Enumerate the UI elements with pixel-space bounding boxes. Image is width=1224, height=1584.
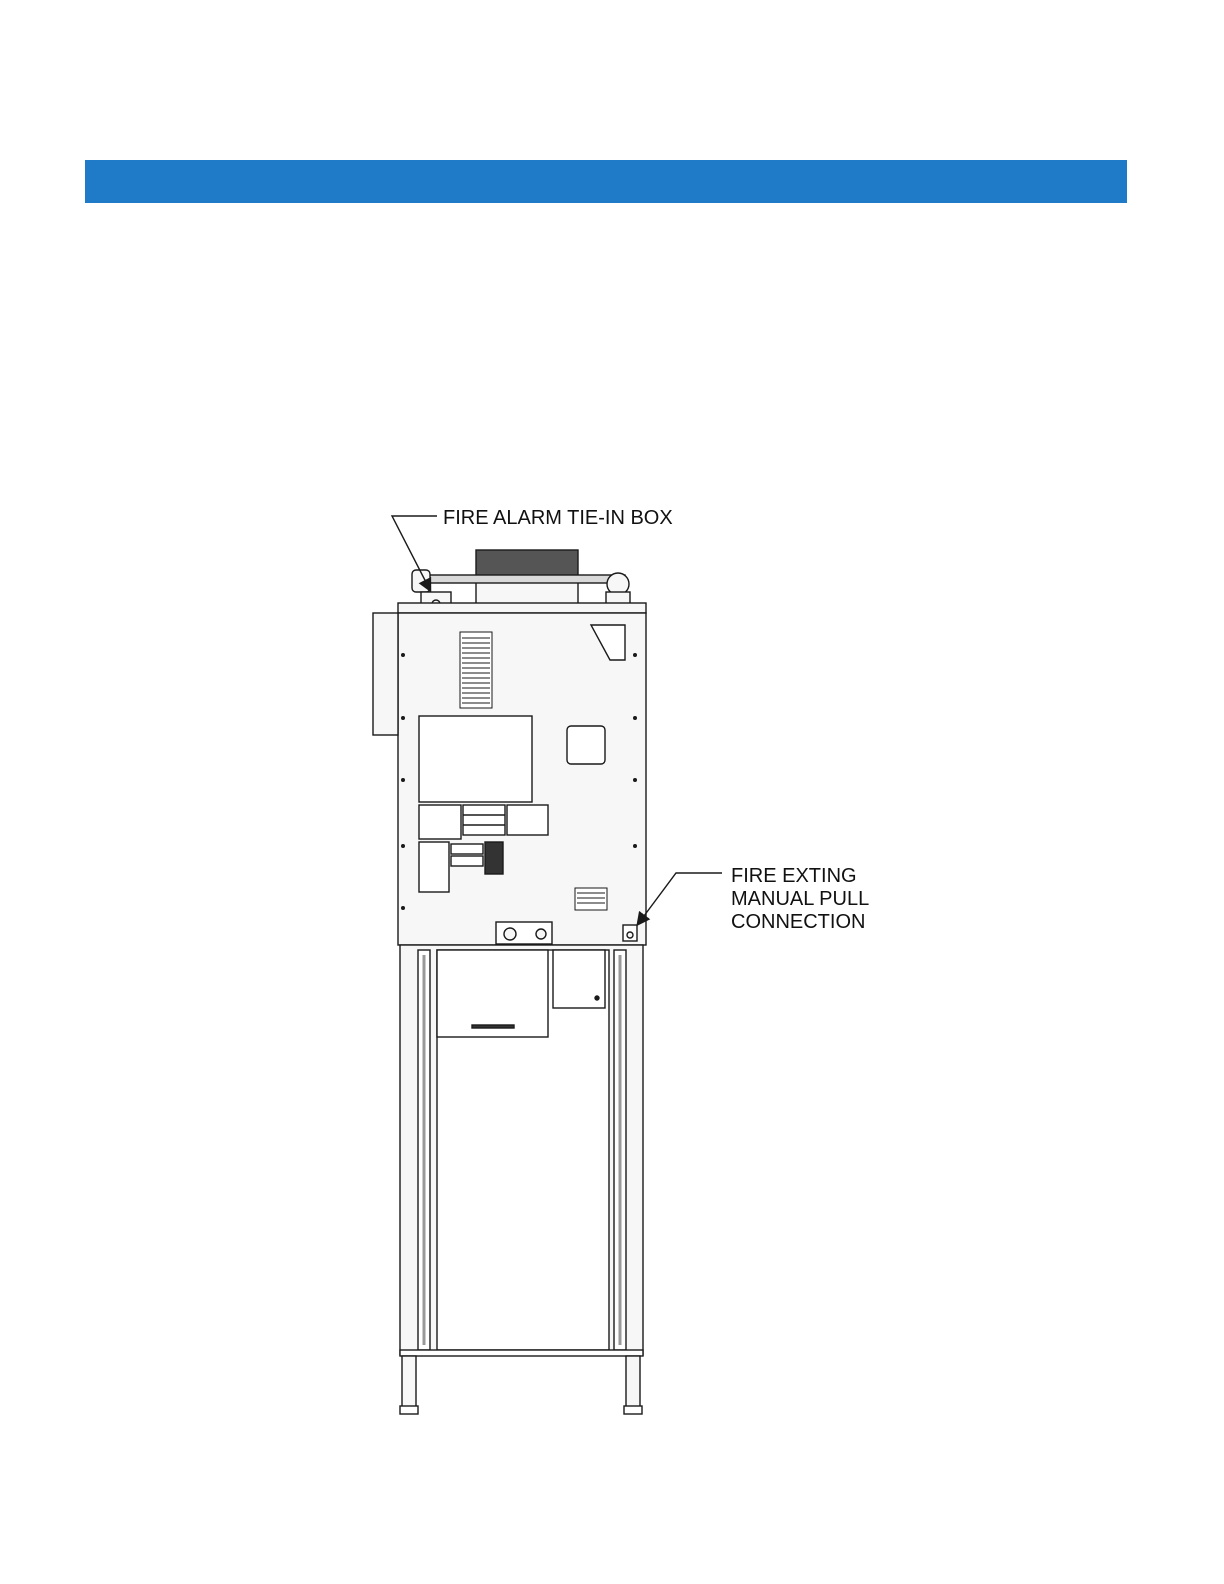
top-equipment	[398, 550, 646, 614]
fire-alarm-label: FIRE ALARM TIE-IN BOX	[443, 507, 673, 529]
manual-pull-label-line3: CONNECTION	[731, 911, 866, 933]
manual-pull-label-line1: FIRE EXTING	[731, 865, 857, 887]
upper-vent	[460, 632, 492, 708]
lower-stand	[400, 945, 643, 1414]
manual-pull-callout	[638, 865, 869, 933]
upper-cabinet	[373, 613, 646, 945]
lower-vent	[575, 888, 607, 910]
manual-pull-label-line2: MANUAL PULL	[731, 888, 870, 910]
